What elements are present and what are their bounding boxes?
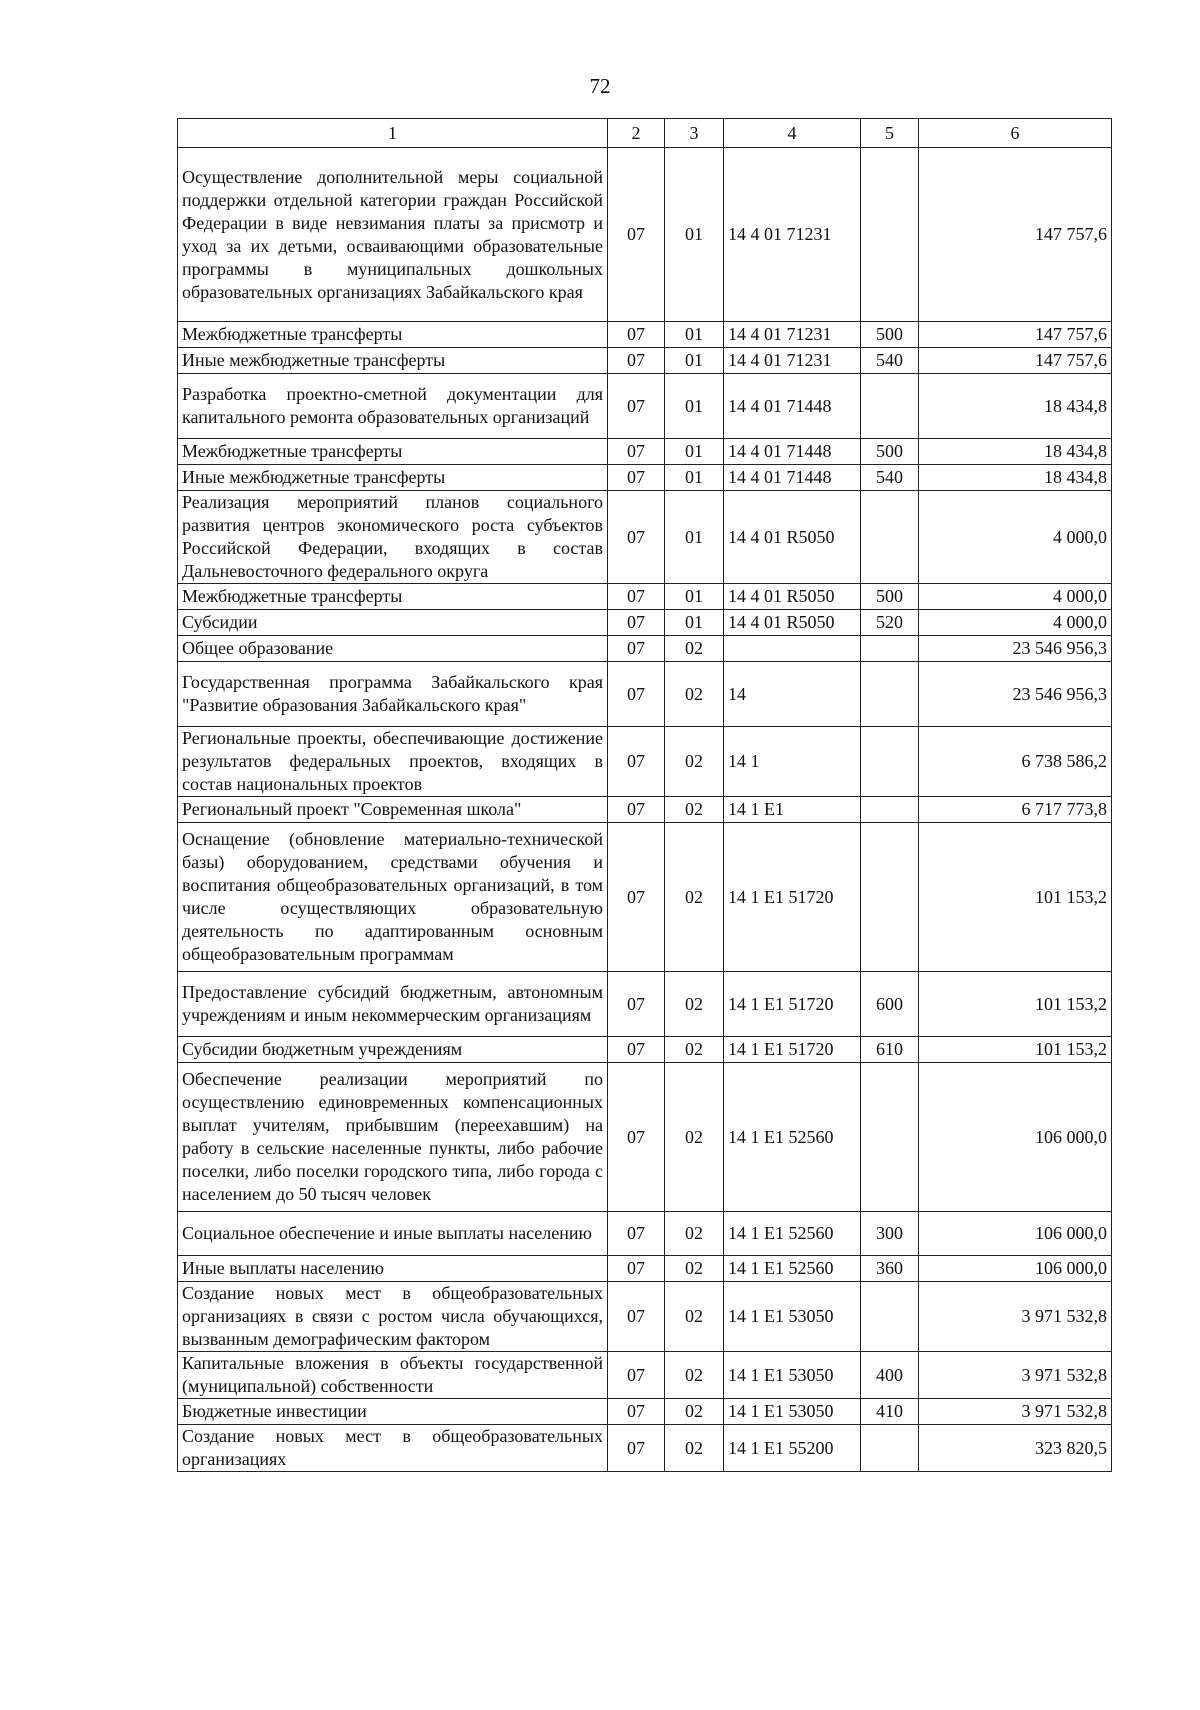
row-name-cell: Иные выплаты населению — [178, 1256, 608, 1282]
row-subsection-cell: 02 — [665, 797, 724, 823]
row-section-cell: 07 — [608, 1282, 665, 1352]
table-row — [178, 610, 1112, 636]
header-cell: 5 — [861, 119, 919, 148]
row-name-cell: Региональный проект "Современная школа" — [178, 797, 608, 823]
table-row — [178, 439, 1112, 465]
row-section-cell: 07 — [608, 1212, 665, 1256]
row-expense-type-cell — [861, 491, 919, 584]
row-amount-cell: 147 757,6 — [919, 322, 1112, 348]
table-row — [178, 322, 1112, 348]
header-cell: 2 — [608, 119, 665, 148]
row-name-cell: Создание новых мест в общеобразовательных организациях — [178, 1425, 608, 1472]
row-expense-type-cell: 400 — [861, 1352, 919, 1399]
row-subsection-cell: 02 — [665, 1425, 724, 1472]
row-target-article-cell: 14 1 E1 52560 — [724, 1212, 861, 1256]
row-expense-type-cell — [861, 1425, 919, 1472]
row-amount-cell: 18 434,8 — [919, 465, 1112, 491]
row-target-article-cell: 14 4 01 71448 — [724, 374, 861, 439]
table-row — [178, 1282, 1112, 1352]
row-section-cell: 07 — [608, 374, 665, 439]
table-row — [178, 1063, 1112, 1212]
row-target-article-cell: 14 1 E1 52560 — [724, 1256, 861, 1282]
row-subsection-cell: 02 — [665, 1399, 724, 1425]
row-amount-cell: 4 000,0 — [919, 610, 1112, 636]
row-target-article-cell: 14 4 01 71448 — [724, 439, 861, 465]
table-row — [178, 584, 1112, 610]
row-amount-cell: 323 820,5 — [919, 1425, 1112, 1472]
row-subsection-cell: 01 — [665, 465, 724, 491]
row-target-article-cell: 14 4 01 71231 — [724, 148, 861, 322]
row-section-cell: 07 — [608, 1063, 665, 1212]
row-expense-type-cell: 300 — [861, 1212, 919, 1256]
row-amount-cell: 3 971 532,8 — [919, 1399, 1112, 1425]
row-target-article-cell: 14 1 E1 55200 — [724, 1425, 861, 1472]
row-name-cell: Межбюджетные трансферты — [178, 584, 608, 610]
row-amount-cell: 106 000,0 — [919, 1256, 1112, 1282]
row-expense-type-cell — [861, 636, 919, 662]
row-subsection-cell: 01 — [665, 610, 724, 636]
row-expense-type-cell — [861, 662, 919, 727]
row-subsection-cell: 02 — [665, 727, 724, 797]
row-amount-cell: 106 000,0 — [919, 1063, 1112, 1212]
row-expense-type-cell — [861, 1063, 919, 1212]
row-section-cell: 07 — [608, 727, 665, 797]
row-expense-type-cell: 500 — [861, 439, 919, 465]
header-cell: 1 — [178, 119, 608, 148]
table-row — [178, 636, 1112, 662]
row-section-cell: 07 — [608, 662, 665, 727]
row-subsection-cell: 02 — [665, 1282, 724, 1352]
row-target-article-cell: 14 1 E1 52560 — [724, 1063, 861, 1212]
row-subsection-cell: 02 — [665, 1037, 724, 1063]
table-row — [178, 348, 1112, 374]
row-name-cell: Иные межбюджетные трансферты — [178, 348, 608, 374]
table-row — [178, 727, 1112, 797]
table-row — [178, 374, 1112, 439]
row-expense-type-cell — [861, 1282, 919, 1352]
row-section-cell: 07 — [608, 1399, 665, 1425]
row-name-cell: Региональные проекты, обеспечивающие достижение результатов федеральных проектов, входящих в состав национальных проектов — [178, 727, 608, 797]
row-section-cell: 07 — [608, 1256, 665, 1282]
row-target-article-cell: 14 4 01 R5050 — [724, 584, 861, 610]
row-amount-cell: 18 434,8 — [919, 374, 1112, 439]
row-section-cell: 07 — [608, 148, 665, 322]
row-subsection-cell: 02 — [665, 972, 724, 1037]
row-target-article-cell: 14 1 E1 51720 — [724, 1037, 861, 1063]
row-amount-cell: 106 000,0 — [919, 1212, 1112, 1256]
row-name-cell: Субсидии бюджетным учреждениям — [178, 1037, 608, 1063]
row-target-article-cell: 14 4 01 71448 — [724, 465, 861, 491]
row-section-cell: 07 — [608, 972, 665, 1037]
row-subsection-cell: 01 — [665, 584, 724, 610]
row-amount-cell: 23 546 956,3 — [919, 662, 1112, 727]
row-name-cell: Оснащение (обновление материально-технической базы) оборудованием, средствами обучения и воспитания общеобразовательных организаций, в том числе осуществляющих образовательную деятельность по адаптированным основным общеобразовательным программам — [178, 823, 608, 972]
row-expense-type-cell: 410 — [861, 1399, 919, 1425]
row-target-article-cell: 14 4 01 R5050 — [724, 491, 861, 584]
row-expense-type-cell: 540 — [861, 348, 919, 374]
row-name-cell: Социальное обеспечение и иные выплаты населению — [178, 1212, 608, 1256]
row-expense-type-cell: 610 — [861, 1037, 919, 1063]
table-row — [178, 823, 1112, 972]
row-expense-type-cell — [861, 727, 919, 797]
row-subsection-cell: 01 — [665, 348, 724, 374]
row-expense-type-cell: 500 — [861, 584, 919, 610]
row-amount-cell: 18 434,8 — [919, 439, 1112, 465]
row-subsection-cell: 01 — [665, 322, 724, 348]
row-name-cell: Общее образование — [178, 636, 608, 662]
row-amount-cell: 101 153,2 — [919, 972, 1112, 1037]
table-row — [178, 491, 1112, 584]
table-row — [178, 1212, 1112, 1256]
row-target-article-cell: 14 1 E1 — [724, 797, 861, 823]
row-target-article-cell: 14 4 01 71231 — [724, 348, 861, 374]
table-row — [178, 1037, 1112, 1063]
row-target-article-cell: 14 1 E1 51720 — [724, 972, 861, 1037]
row-amount-cell: 101 153,2 — [919, 823, 1112, 972]
row-subsection-cell: 01 — [665, 374, 724, 439]
row-name-cell: Государственная программа Забайкальского края "Развитие образования Забайкальского края" — [178, 662, 608, 727]
row-section-cell: 07 — [608, 797, 665, 823]
row-expense-type-cell: 540 — [861, 465, 919, 491]
row-section-cell: 07 — [608, 823, 665, 972]
row-section-cell: 07 — [608, 491, 665, 584]
row-section-cell: 07 — [608, 348, 665, 374]
row-target-article-cell — [724, 636, 861, 662]
row-expense-type-cell: 600 — [861, 972, 919, 1037]
row-subsection-cell: 02 — [665, 1063, 724, 1212]
row-subsection-cell: 02 — [665, 1352, 724, 1399]
row-expense-type-cell — [861, 148, 919, 322]
row-amount-cell: 6 738 586,2 — [919, 727, 1112, 797]
header-cell: 4 — [724, 119, 861, 148]
row-target-article-cell: 14 1 E1 51720 — [724, 823, 861, 972]
row-expense-type-cell — [861, 823, 919, 972]
row-section-cell: 07 — [608, 584, 665, 610]
row-amount-cell: 6 717 773,8 — [919, 797, 1112, 823]
row-amount-cell: 101 153,2 — [919, 1037, 1112, 1063]
row-amount-cell: 147 757,6 — [919, 348, 1112, 374]
row-subsection-cell: 02 — [665, 1212, 724, 1256]
row-subsection-cell: 02 — [665, 636, 724, 662]
header-cell: 6 — [919, 119, 1112, 148]
row-section-cell: 07 — [608, 1352, 665, 1399]
row-expense-type-cell: 520 — [861, 610, 919, 636]
row-amount-cell: 3 971 532,8 — [919, 1282, 1112, 1352]
row-target-article-cell: 14 4 01 R5050 — [724, 610, 861, 636]
row-amount-cell: 23 546 956,3 — [919, 636, 1112, 662]
row-amount-cell: 4 000,0 — [919, 491, 1112, 584]
row-amount-cell: 147 757,6 — [919, 148, 1112, 322]
table-row — [178, 662, 1112, 727]
row-name-cell: Бюджетные инвестиции — [178, 1399, 608, 1425]
row-name-cell: Осуществление дополнительной меры социальной поддержки отдельной категории граждан Российской Федерации в виде невзимания платы за присмотр и уход за их детьми, осваивающими образовательные программы в муниципальных дошкольных образовательных организациях Забайкальского края — [178, 148, 608, 322]
table-row — [178, 1256, 1112, 1282]
row-expense-type-cell — [861, 374, 919, 439]
row-target-article-cell: 14 1 E1 53050 — [724, 1282, 861, 1352]
row-section-cell: 07 — [608, 1037, 665, 1063]
row-name-cell: Иные межбюджетные трансферты — [178, 465, 608, 491]
table-row — [178, 972, 1112, 1037]
row-section-cell: 07 — [608, 465, 665, 491]
row-amount-cell: 4 000,0 — [919, 584, 1112, 610]
row-expense-type-cell: 500 — [861, 322, 919, 348]
table-body — [178, 148, 1112, 1472]
table-row — [178, 1399, 1112, 1425]
row-subsection-cell: 02 — [665, 662, 724, 727]
table-row — [178, 1352, 1112, 1399]
row-subsection-cell: 02 — [665, 1256, 724, 1282]
row-section-cell: 07 — [608, 636, 665, 662]
header-row — [178, 119, 1112, 148]
row-target-article-cell: 14 1 E1 53050 — [724, 1352, 861, 1399]
row-section-cell: 07 — [608, 610, 665, 636]
row-subsection-cell: 01 — [665, 491, 724, 584]
row-target-article-cell: 14 1 E1 53050 — [724, 1399, 861, 1425]
row-subsection-cell: 01 — [665, 148, 724, 322]
row-name-cell: Межбюджетные трансферты — [178, 439, 608, 465]
row-subsection-cell: 02 — [665, 823, 724, 972]
table-row — [178, 1425, 1112, 1472]
row-name-cell: Обеспечение реализации мероприятий по осуществлению единовременных компенсационных выплат учителям, прибывшим (переехавшим) на работу в сельские населенные пункты, либо рабочие поселки, либо поселки городского типа, либо города с населением до 50 тысяч человек — [178, 1063, 608, 1212]
row-name-cell: Создание новых мест в общеобразовательных организациях в связи с ростом числа обучающихся, вызванным демографическим фактором — [178, 1282, 608, 1352]
page-number: 72 — [589, 74, 611, 98]
row-subsection-cell: 01 — [665, 439, 724, 465]
header-cell: 3 — [665, 119, 724, 148]
table-row — [178, 148, 1112, 322]
row-expense-type-cell: 360 — [861, 1256, 919, 1282]
row-name-cell: Разработка проектно-сметной документации для капитального ремонта образовательных организаций — [178, 374, 608, 439]
row-target-article-cell: 14 — [724, 662, 861, 727]
row-name-cell: Капитальные вложения в объекты государственной (муниципальной) собственности — [178, 1352, 608, 1399]
row-name-cell: Субсидии — [178, 610, 608, 636]
row-name-cell: Межбюджетные трансферты — [178, 322, 608, 348]
table-row — [178, 797, 1112, 823]
row-amount-cell: 3 971 532,8 — [919, 1352, 1112, 1399]
row-name-cell: Реализация мероприятий планов социального развития центров экономического роста субъектов Российской Федерации, входящих в состав Дальневосточного федерального округа — [178, 491, 608, 584]
row-target-article-cell: 14 4 01 71231 — [724, 322, 861, 348]
row-name-cell: Предоставление субсидий бюджетным, автономным учреждениям и иным некоммерческим организациям — [178, 972, 608, 1037]
row-section-cell: 07 — [608, 439, 665, 465]
row-section-cell: 07 — [608, 1425, 665, 1472]
row-section-cell: 07 — [608, 322, 665, 348]
table-row — [178, 465, 1112, 491]
row-expense-type-cell — [861, 797, 919, 823]
budget-table — [177, 118, 1112, 1472]
row-target-article-cell: 14 1 — [724, 727, 861, 797]
